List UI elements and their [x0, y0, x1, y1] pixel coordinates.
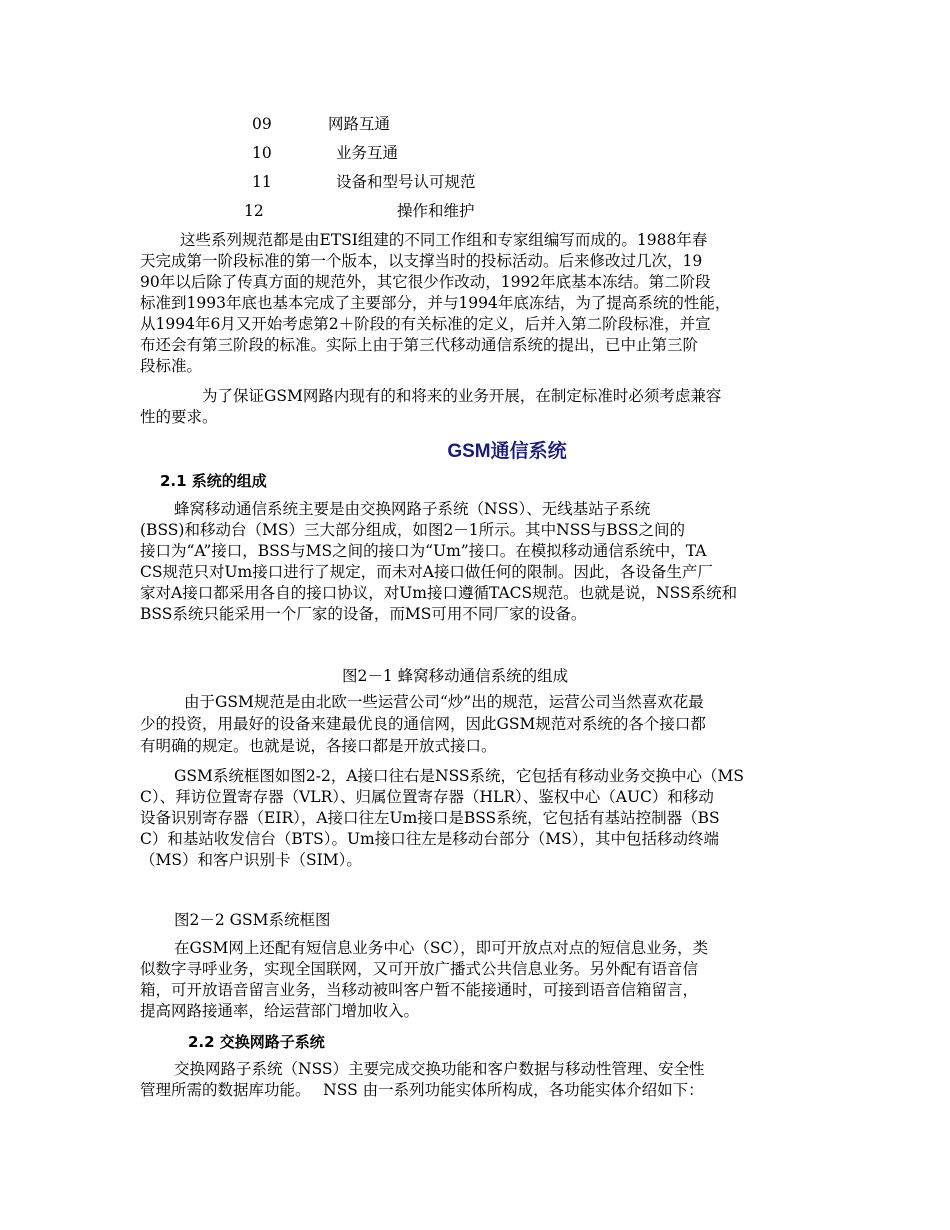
text-line: 管理所需的数据库功能。 NSS 由一系列功能实体所构成，各功能实体介绍如下： — [140, 1081, 704, 1099]
text-line: C）和基站收发信台（BTS）。Um接口往左是移动台部分（MS），其中包括移动终端 — [140, 830, 719, 848]
list-item-label: 网路互通 — [328, 115, 391, 133]
text-line: 由于GSM规范是由北欧一些运营公司“炒”出的规范，运营公司当然喜欢花最 — [184, 693, 704, 711]
list-item-label: 操作和维护 — [397, 202, 475, 220]
text-line: 性的要求。 — [140, 408, 218, 426]
figure-caption-2-2: 图2－2 GSM系统框图 — [174, 911, 331, 929]
text-line: 天完成第一阶段标准的第一个版本，以支撑当时的投标活动。后来修改过几次，19 — [140, 252, 703, 270]
text-line: 箱，可开放语音留言业务，当移动被叫客户暂不能接通时，可接到语音信箱留言， — [140, 981, 699, 999]
list-item-number: 10 — [252, 144, 272, 162]
list-item-number: 12 — [244, 202, 264, 220]
text-line: （MS）和客户识别卡（SIM）。 — [140, 851, 362, 869]
list-item-label: 业务互通 — [336, 144, 399, 162]
text-line: 这些系列规范都是由ETSI组建的不同工作组和专家组编写而成的。1988年春 — [180, 231, 708, 249]
text-line: 布还会有第三阶段的标准。实际上由于第三代移动通信系统的提出，已中止第三阶 — [140, 336, 699, 354]
text-line: 有明确的规定。也就是说，各接口都是开放式接口。 — [140, 737, 497, 755]
text-line: 标准到1993年底也基本完成了主要部分，并与1994年底冻结，为了提高系统的性能， — [140, 294, 731, 312]
text-line: CS规范只对Um接口进行了规定，而未对A接口做任何的限制。因此，各设备生产厂 — [140, 563, 713, 581]
text-line: 提高网路接通率，给运营部门增加收入。 — [140, 1002, 420, 1020]
text-line: (BSS)和移动台（MS）三大部分组成，如图2－1所示。其中NSS与BSS之间的 — [140, 521, 686, 539]
figure-caption-2-1: 图2－1 蜂窝移动通信系统的组成 — [342, 667, 569, 685]
text-line: 在GSM网上还配有短信息业务中心（SC），即可开放点对点的短信息业务，类 — [174, 939, 709, 957]
text-line: BSS系统只能采用一个厂家的设备，而MS可用不同厂家的设备。 — [140, 605, 587, 623]
text-line: 接口为“A”接口，BSS与MS之间的接口为“Um”接口。在模拟移动通信系统中，TA — [140, 542, 707, 560]
text-line: 家对A接口都采用各自的接口协议，对Um接口遵循TACS规范。也就是说，NSS系统和 — [140, 584, 738, 602]
section-title: GSM通信系统 — [447, 441, 567, 462]
text-line: 段标准。 — [140, 357, 203, 375]
text-line: C）、拜访位置寄存器（VLR）、归属位置寄存器（HLR）、鉴权中心（AUC）和移动 — [140, 788, 714, 806]
text-line: 似数字寻呼业务，实现全国联网，又可开放广播式公共信息业务。另外配有语音信 — [140, 960, 699, 978]
heading-2-1: 2.1 系统的组成 — [160, 472, 267, 490]
text-line: 少的投资，用最好的设备来建最优良的通信网，因此GSM规范对系统的各个接口都 — [140, 715, 706, 733]
text-line: 为了保证GSM网路内现有的和将来的业务开展，在制定标准时必须考虑兼容 — [202, 387, 722, 405]
heading-2-2: 2.2 交换网路子系统 — [188, 1033, 325, 1051]
text-line: 交换网路子系统（NSS）主要完成交换功能和客户数据与移动性管理、安全性 — [174, 1060, 705, 1078]
text-line: 设备识别寄存器（EIR），A接口往左Um接口是BSS系统，它包括有基站控制器（BS — [140, 809, 720, 827]
text-line: 90年以后除了传真方面的规范外，其它很少作改动，1992年底基本冻结。第二阶段 — [140, 273, 711, 291]
list-item-number: 11 — [252, 173, 272, 191]
list-item-label: 设备和型号认可规范 — [336, 173, 476, 191]
text-line: GSM系统框图如图2-2，A接口往右是NSS系统，它包括有移动业务交换中心（MS — [174, 767, 745, 785]
text-line: 从1994年6月又开始考虑第2＋阶段的有关标准的定义，后并入第二阶段标准，并宣 — [140, 315, 711, 333]
list-item-number: 09 — [252, 115, 272, 133]
text-line: 蜂窝移动通信系统主要是由交换网路子系统（NSS）、无线基站子系统 — [174, 500, 651, 518]
